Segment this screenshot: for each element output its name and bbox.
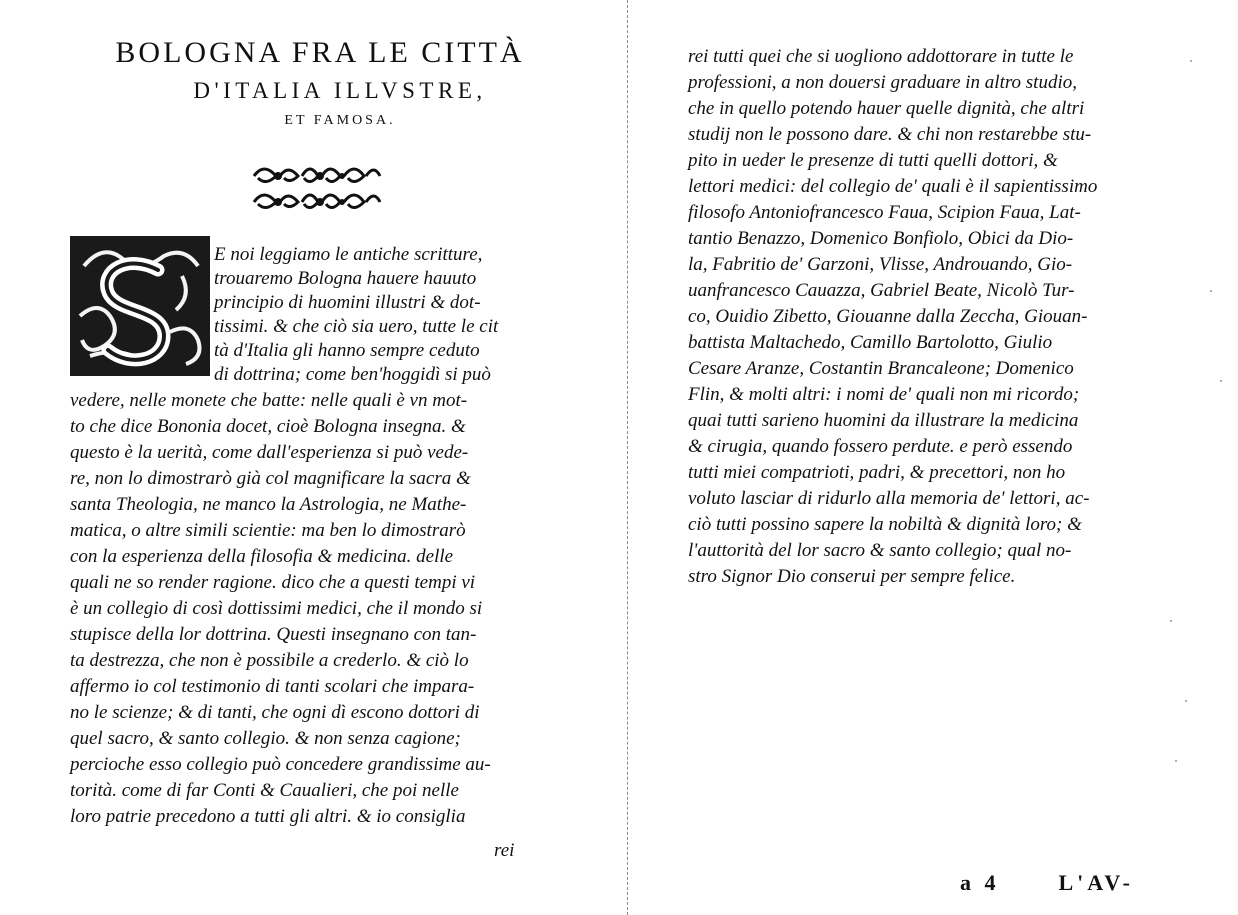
text-line: Cesare Aranze, Costantin Brancaleone; Domenico [688, 358, 1074, 379]
text-line: tissimi. & che ciò sia uero, tutte le cit [214, 316, 499, 337]
signature-number: a 4 [960, 870, 1000, 895]
text-line: questo è la uerità, come dall'esperienza si può vede- [70, 442, 469, 463]
text-line: tantio Benazzo, Domenico Bonfiolo, Obici da Dio- [688, 228, 1074, 249]
text-line: filosofo Antoniofrancesco Faua, Scipion Faua, Lat- [688, 202, 1081, 223]
text-line: l'auttorità del lor sacro & santo collegio; qual no- [688, 540, 1072, 561]
text-line: vedere, nelle monete che batte: nelle quali è vn mot- [70, 390, 468, 411]
text-line: con la esperienza della filosofia & medicina. delle [70, 546, 454, 567]
text-line: quali ne so render ragione. dico che a questi tempi vi [70, 572, 476, 593]
text-line: re, non lo dimostrarò già col magnificare la sacra & [70, 468, 471, 489]
text-line: la, Fabritio de' Garzoni, Vlisse, Androuando, Gio- [688, 254, 1073, 275]
text-line: torità. come di far Conti & Caualieri, che poi nelle [70, 780, 459, 801]
text-line: tutti miei compatrioti, padri, & precettori, non ho [688, 462, 1066, 483]
text-line: & cirugia, quando fossero perdute. e però essendo [688, 436, 1073, 457]
text-line: è un collegio di così dottissimi medici, che il mondo si [70, 598, 483, 619]
text-line: di dottrina; come ben'hoggidì si può [214, 364, 491, 385]
text-line: voluto lasciar di ridurlo alla memoria de' lettori, ac- [688, 488, 1090, 509]
text-line: stro Signor Dio conserui per sempre felice. [688, 566, 1016, 587]
text-line: affermo io col testimonio di tanti scolari che impara- [70, 676, 475, 697]
text-line: matica, o altre simili scientie: ma ben lo dimostrarò [70, 520, 466, 541]
title-line-3: ET FAMOSA. [284, 113, 396, 128]
text-line: uanfrancesco Cauazza, Gabriel Beate, Nicolò Tur- [688, 280, 1075, 301]
text-line: quai tutti sarieno huomini da illustrare la medicina [688, 410, 1079, 431]
right-page [630, 0, 1238, 915]
title-block [70, 36, 570, 132]
title-line-2: D'ITALIA ILLVSTRE, [193, 78, 487, 103]
page-gutter-divider [627, 0, 628, 915]
title-line-1: BOLOGNA FRA LE CITTÀ [115, 36, 525, 69]
text-line: ciò tutti possino sapere la nobiltà & dignità loro; & [688, 514, 1082, 535]
text-line: battista Maltachedo, Camillo Bartolotto, Giulio [688, 332, 1053, 353]
signature-mark [960, 870, 1134, 896]
text-line: studij non le possono dare. & chi non restarebbe stu- [688, 124, 1092, 145]
text-line: co, Ouidio Zibetto, Giouanne dalla Zeccha, Giouan- [688, 306, 1088, 327]
text-line: percioche esso collegio può concedere grandissime au- [70, 754, 491, 775]
text-line: ta destrezza, che non è possibile a crederlo. & ciò lo [70, 650, 469, 671]
text-line: tà d'Italia gli hanno sempre ceduto [214, 340, 480, 361]
text-line: stupisce della lor dottrina. Questi insegnano con tan- [70, 624, 477, 645]
catchword: rei [494, 840, 515, 861]
text-line: pito in ueder le presenze di tutti quelli dottori, & [688, 150, 1058, 171]
text-line: professioni, a non douersi graduare in altro studio, [688, 72, 1077, 93]
text-line: E noi leggiamo le antiche scritture, [214, 244, 483, 265]
text-line: quel sacro, & santo collegio. & non senza cagione; [70, 728, 461, 749]
catchword: L'AV- [1058, 870, 1134, 895]
text-line: principio di huomini illustri & dot- [214, 292, 481, 313]
text-line: loro patrie precedono a tutti gli altri. & io consiglia [70, 806, 466, 827]
ornament-fleuron-icon [250, 158, 384, 214]
text-line: rei tutti quei che si uogliono addottorare in tutte le [688, 46, 1074, 67]
text-line: lettori medici: del collegio de' quali è il sapientissimo [688, 176, 1098, 197]
text-line: trouaremo Bologna hauere hauuto [214, 268, 477, 289]
text-line: Flin, & molti altri: i nomi de' quali non mi ricordo; [688, 384, 1080, 405]
text-line: che in quello potendo hauer quelle dignità, che altri [688, 98, 1085, 119]
decorated-initial-s-icon [70, 236, 210, 376]
text-line: santa Theologia, ne manco la Astrologia, ne Mathe- [70, 494, 467, 515]
text-line: no le scienze; & di tanti, che ogni dì escono dottori di [70, 702, 480, 723]
text-line: to che dice Bononia docet, cioè Bologna insegna. & [70, 416, 466, 437]
